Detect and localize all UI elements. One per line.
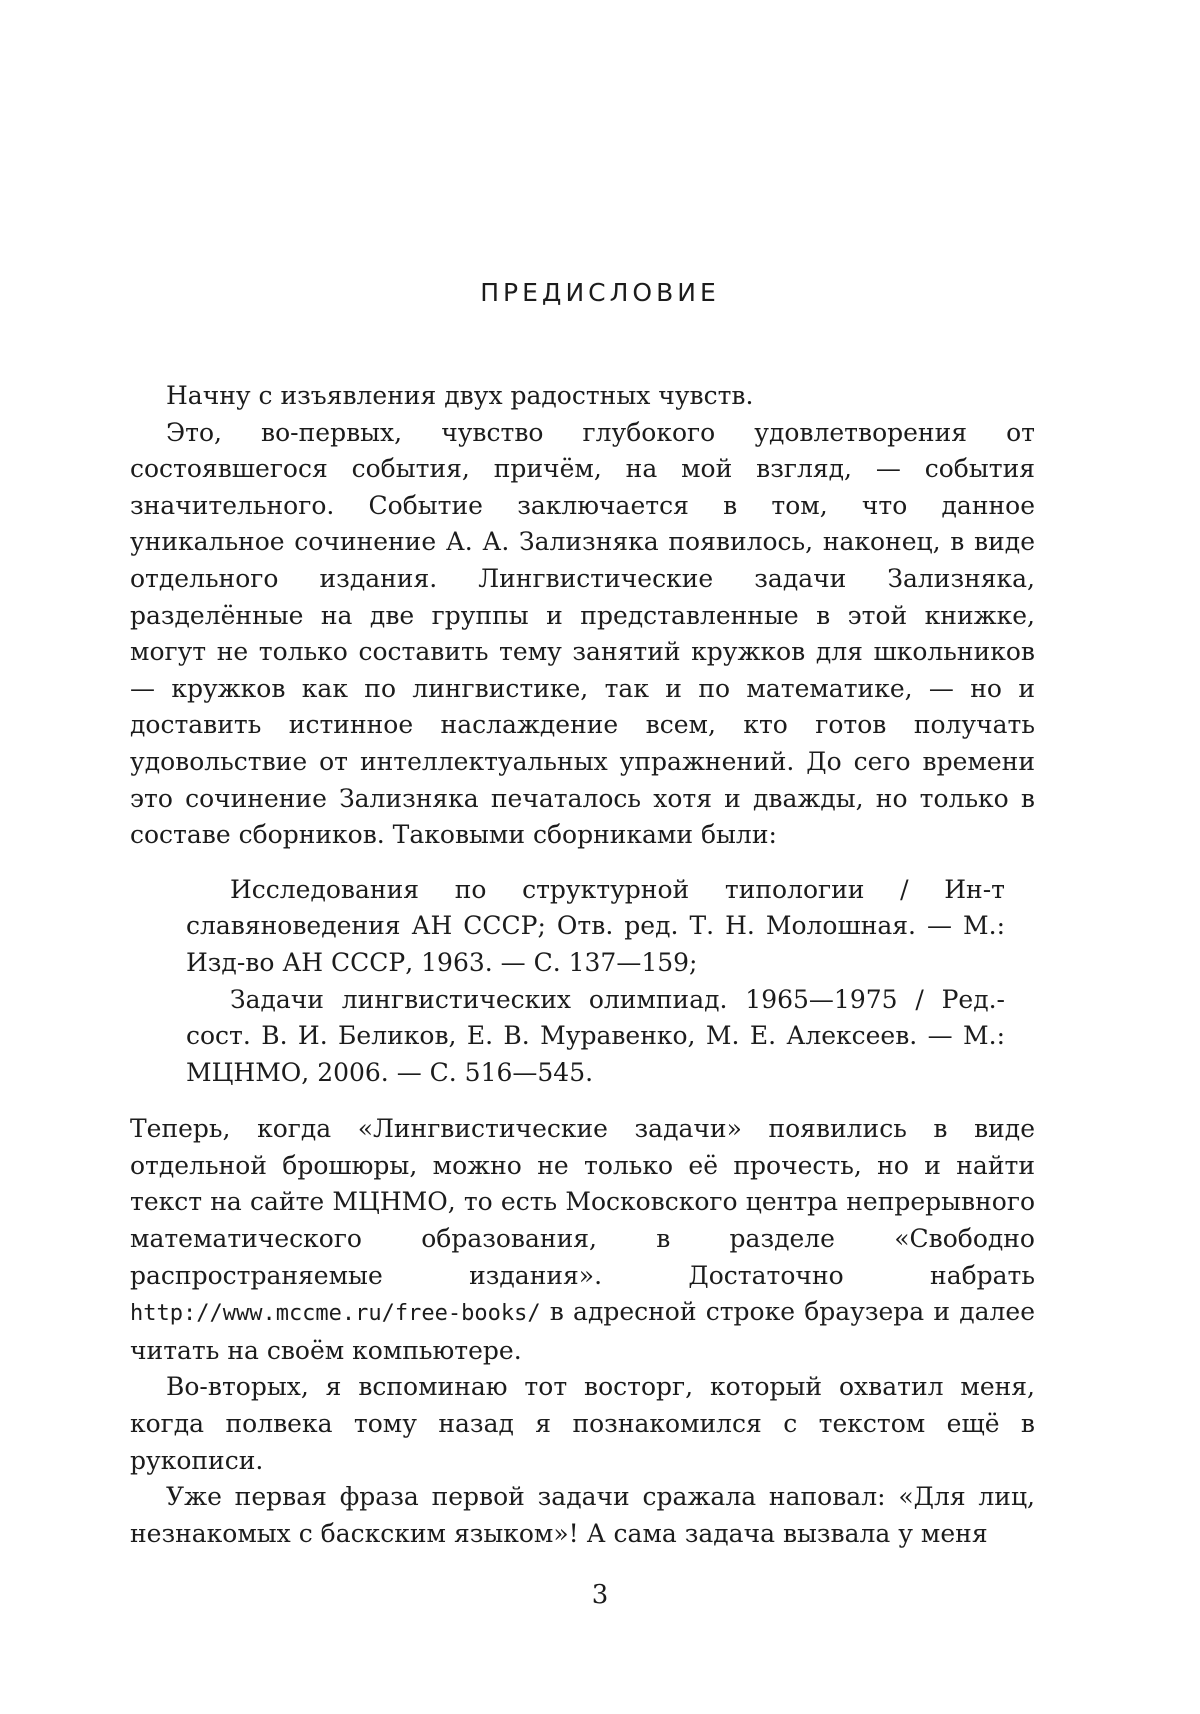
paragraph-intro: Начну с изъявления двух радостных чувств. — [130, 378, 1035, 415]
page-number: 3 — [0, 1580, 1200, 1610]
body-text — [130, 378, 1035, 1552]
paragraph-second-feeling: Во-вторых, я вспоминаю тот восторг, который охватил меня, когда полвека тому назад я познакомился с текстом ещё в рукописи. — [130, 1369, 1035, 1479]
paragraph-first-feeling: Это, во-первых, чувство глубокого удовлетворения от состоявшегося события, причём, на мой взгляд, — события значительного. Событие заключается в том, что данное уникальное сочинение А. А. Зализняка появилось, наконец, в виде отдельного издания. Лингвистические задачи Зализняка, разделённые на две группы и представленные в этой книжке, могут не только составить тему занятий кружков для школьников — кружков как по лингвистике, так и по математике, — но и доставить истинное наслаждение всем, кто готов получать удовольствие от интеллектуальных упражнений. До сего времени это сочинение Зализняка печаталось хотя и дважды, но только в составе сборников. Таковыми сборниками были: — [130, 415, 1035, 854]
paragraph-first-phrase: Уже первая фраза первой задачи сражала наповал: «Для лиц, незнакомых с баскским языком»! А сама задача вызвала у меня — [130, 1479, 1035, 1552]
paragraph-website — [130, 1111, 1035, 1369]
reference-item: Исследования по структурной типологии / Ин-т славяноведения АН СССР; Отв. ред. Т. Н. Молошная. — М.: Изд-во АН СССР, 1963. — С. 137—159; — [186, 872, 1005, 982]
reference-item: Задачи лингвистических олимпиад. 1965—1975 / Ред.-сост. В. И. Беликов, Е. В. Муравенко, М. Е. Алексеев. — М.: МЦНМО, 2006. — С. 516—545. — [186, 982, 1005, 1092]
book-page — [0, 0, 1200, 1714]
paragraph-website-text-before: Теперь, когда «Лингвистические задачи» появились в виде отдельной брошюры, можно не только её прочесть, но и найти текст на сайте МЦНМО, то есть Московского центра непрерывного математического образования, в разделе «Свободно распространяемые издания». Достаточно набрать — [130, 1114, 1035, 1289]
page-title: ПРЕДИСЛОВИЕ — [0, 278, 1200, 307]
references-list — [186, 872, 1005, 1092]
website-url: http://www.mccme.ru/free-books/ — [130, 1301, 541, 1326]
paragraph-website-text-after: в адресной строке браузера и далее читать на своём компьютере. — [130, 1297, 1035, 1365]
